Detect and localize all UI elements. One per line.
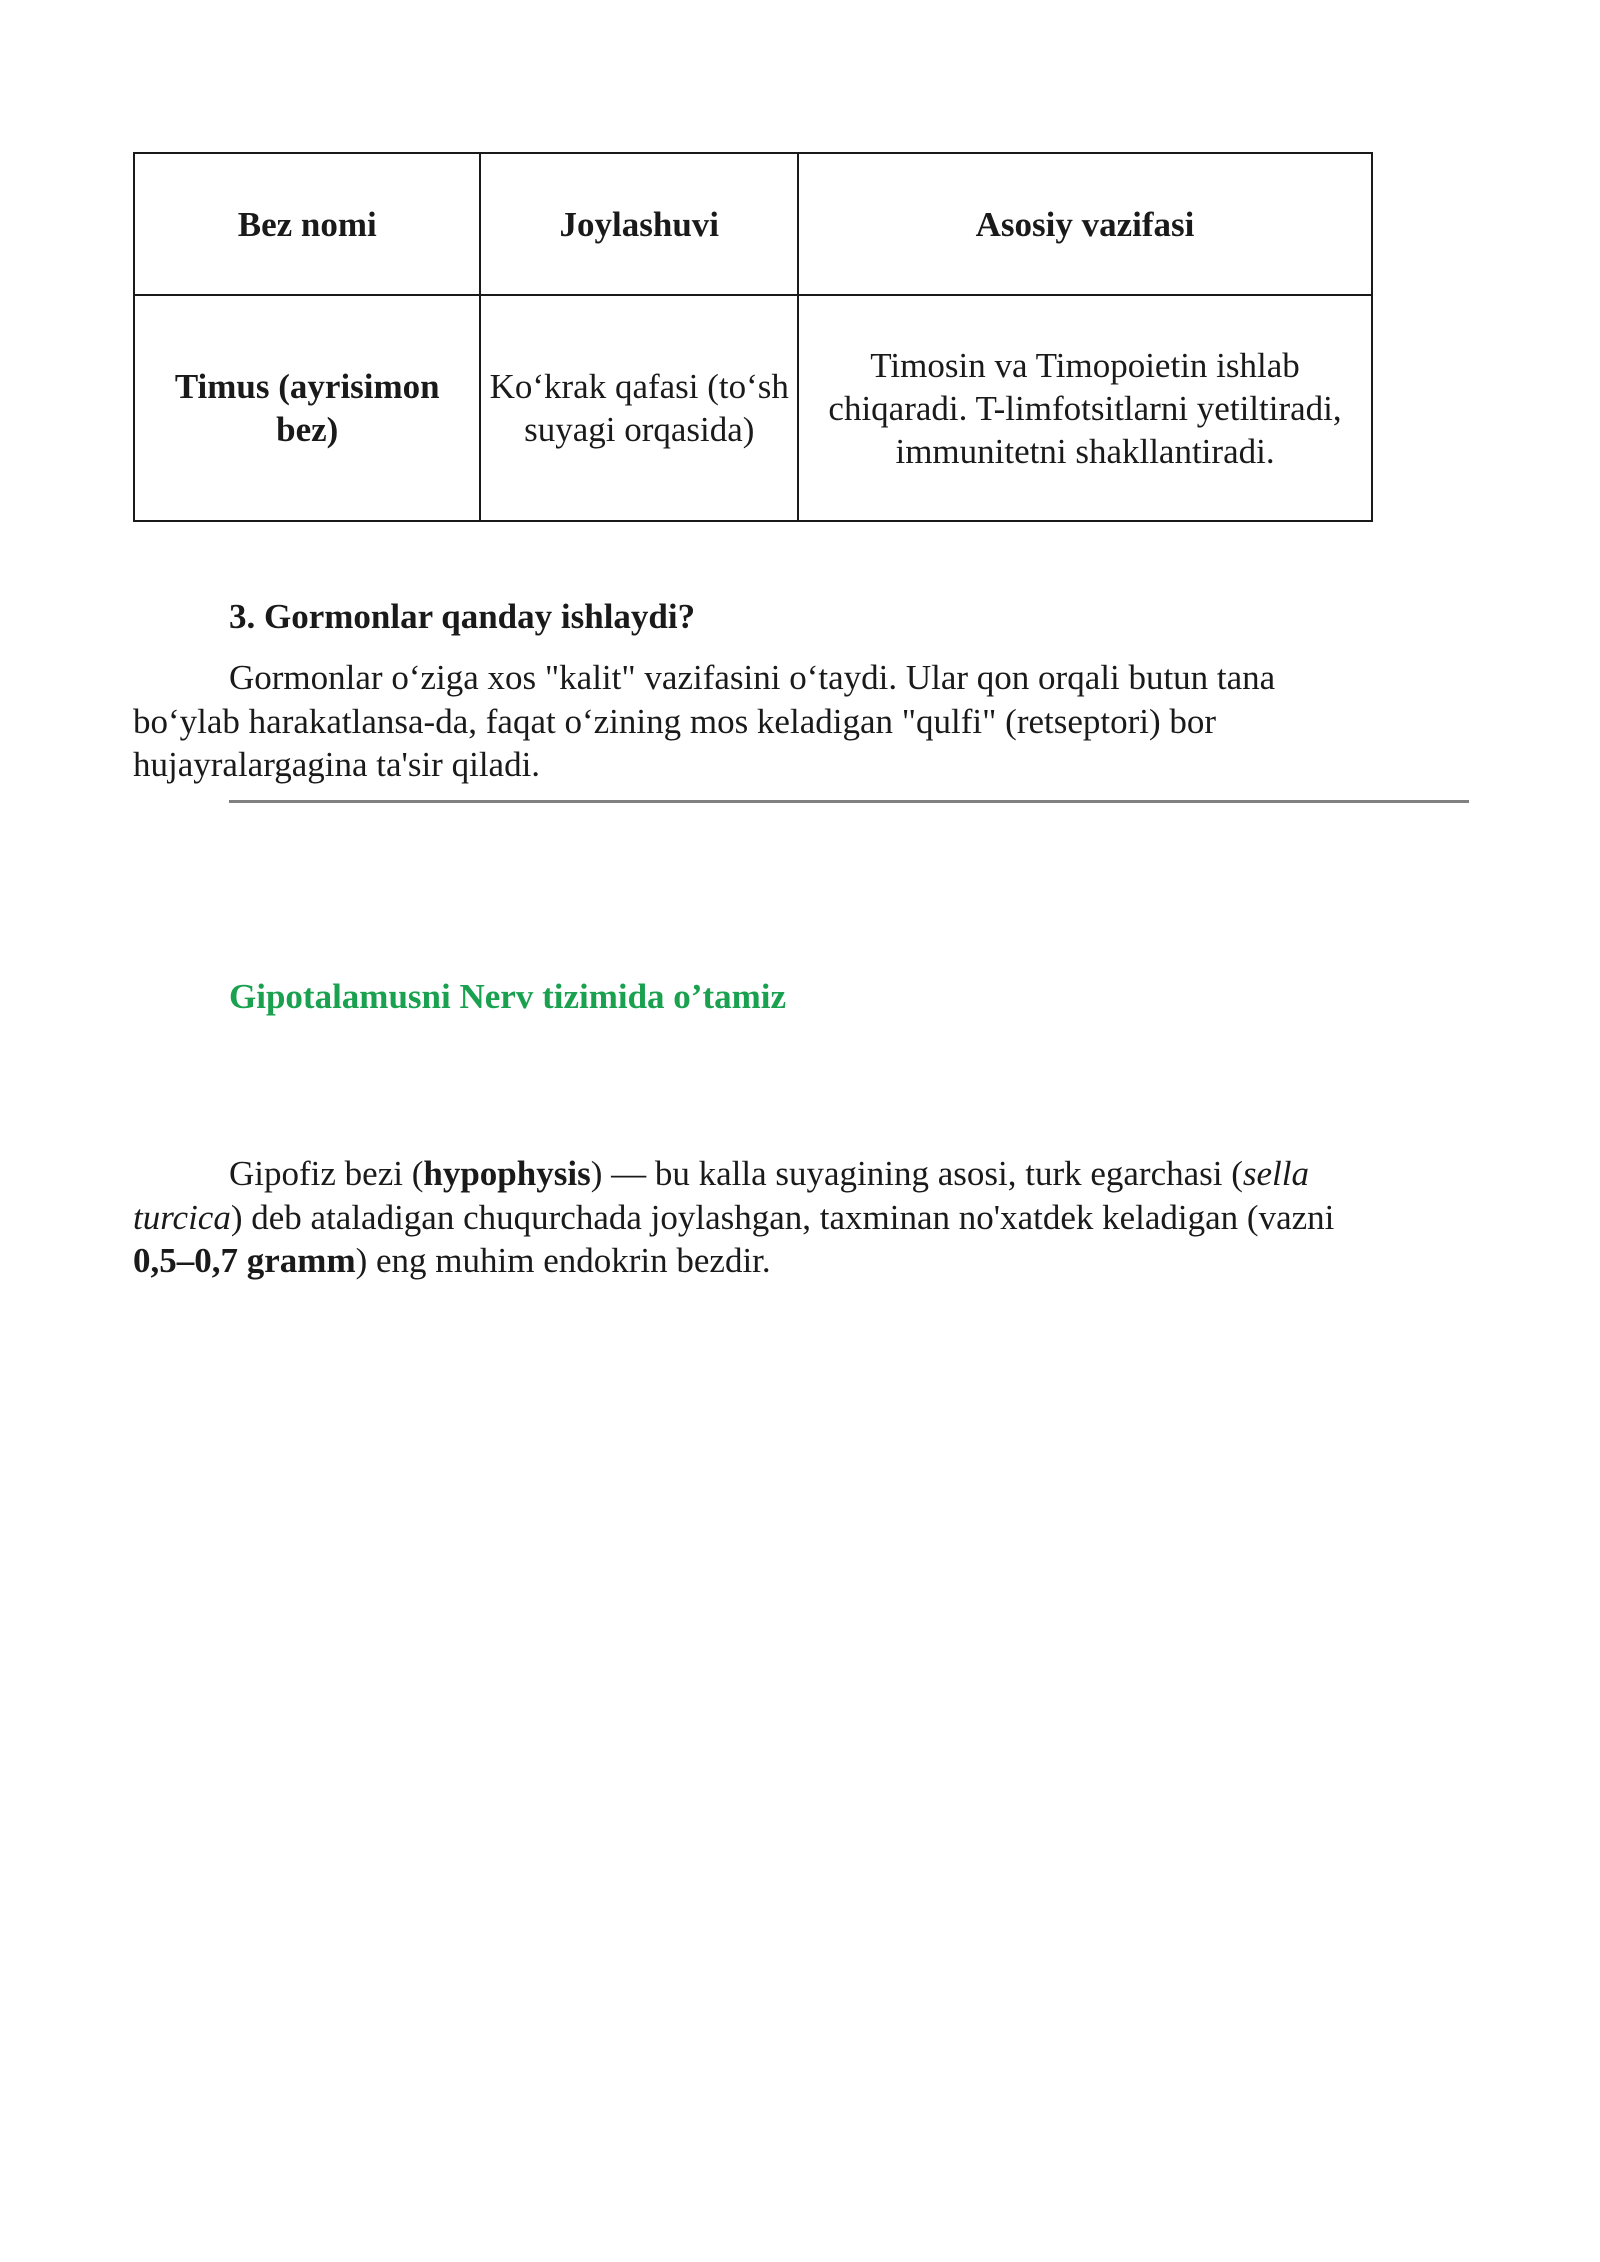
italic-term: sella turcica xyxy=(133,1154,1310,1237)
horizontal-divider xyxy=(229,800,1469,803)
header-function: Asosiy vazifasi xyxy=(798,153,1372,295)
table-row xyxy=(134,295,1372,521)
bold-term: hypophysis xyxy=(423,1154,591,1193)
text-run: Gipofiz bezi ( xyxy=(229,1154,424,1193)
text-run: ) — bu kalla suyagining asosi, turk egarchasi ( xyxy=(590,1154,1243,1193)
green-subheading: Gipotalamusni Nerv tizimida o’tamiz xyxy=(229,977,787,1016)
hypophysis-paragraph xyxy=(133,1152,1373,1283)
section-paragraph: Gormonlar o‘ziga xos "kalit" vazifasini o‘taydi. Ular qon orqali butun tana bo‘ylab harakatlansa-da, faqat o‘zining mos keladigan "qulfi" (retseptori) bor hujayralargagina ta'sir qiladi. xyxy=(133,658,1276,784)
header-location: Joylashuvi xyxy=(480,153,798,295)
text-run: ) eng muhim endokrin bezdir. xyxy=(355,1241,771,1280)
cell-location: Ko‘krak qafasi (to‘sh suyagi orqasida) xyxy=(480,295,798,521)
text-run: ) deb ataladigan chuqurchada joylashgan, taxminan no'xatdek keladigan (vazni xyxy=(230,1197,1335,1237)
gland-table xyxy=(133,152,1373,522)
cell-gland-name: Timus (ayrisimon bez) xyxy=(134,295,480,521)
table-header-row xyxy=(134,153,1372,295)
bold-weight: 0,5–0,7 gramm xyxy=(133,1241,356,1280)
cell-function: Timosin va Timopoietin ishlab chiqaradi. T-limfotsitlarni yetiltiradi, immunitetni shakllantiradi. xyxy=(798,295,1372,521)
header-gland-name: Bez nomi xyxy=(134,153,480,295)
section-heading: 3. Gormonlar qanday ishlaydi? xyxy=(229,597,696,636)
